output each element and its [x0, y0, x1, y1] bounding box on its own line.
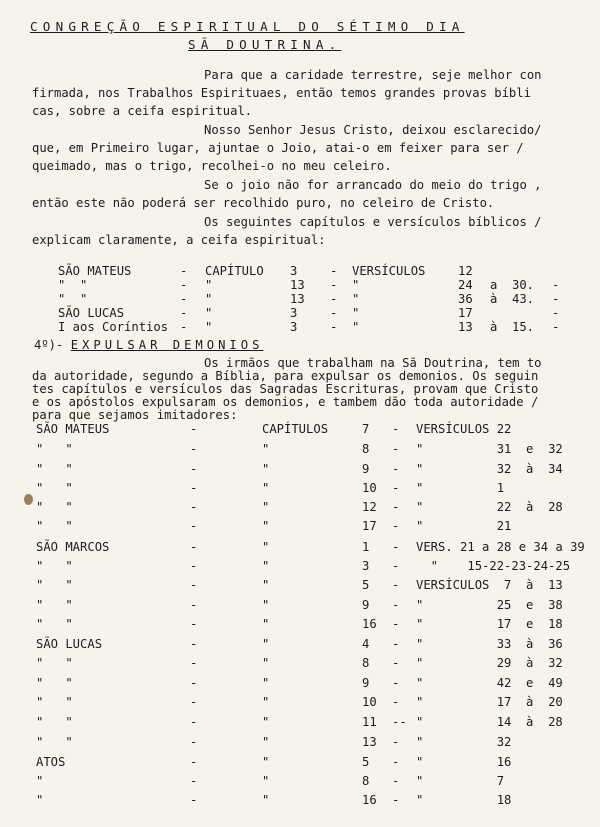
table-cell: " " — [36, 715, 73, 729]
table-cell: 16 — [362, 617, 377, 631]
table-cell: " " — [36, 442, 73, 456]
table-cell: " 31 e 32 — [416, 442, 563, 456]
table-cell: " — [262, 519, 270, 533]
table-cell: CAPÍTULOS — [262, 422, 329, 436]
paragraph-line: Os seguintes capítulos e versículos bíblicos / — [204, 215, 542, 229]
table-cell: 13 — [290, 292, 305, 306]
table-cell: " — [262, 774, 270, 788]
table-cell: " " — [36, 462, 73, 476]
table-cell: " 15-22-23-24-25 — [416, 559, 571, 573]
table-cell: " " — [36, 598, 73, 612]
table-cell: VERS. 21 a 28 e 34 a 39 — [416, 540, 585, 554]
table-cell: 8 — [362, 656, 370, 670]
table-cell: 15. — [512, 320, 535, 334]
table-cell: - — [392, 500, 400, 514]
paragraph-line: para que sejamos imitadores: — [32, 408, 238, 422]
table-cell: " — [262, 617, 270, 631]
table-cell: 17 — [458, 306, 473, 320]
table-cell: " — [262, 656, 270, 670]
table-cell: " 32 à 34 — [416, 462, 563, 476]
table-cell: " 29 à 32 — [416, 656, 563, 670]
table-cell: " 17 à 20 — [416, 695, 563, 709]
table-cell: 9 — [362, 598, 370, 612]
table-cell: VERSÍCULOS 7 à 13 — [416, 578, 563, 592]
table-cell: à — [490, 292, 498, 306]
table-cell: - — [392, 559, 400, 573]
table-cell: - — [392, 578, 400, 592]
paragraph-line: tes capítulos e versículos das Sagradas Escrituras, provam que Cristo — [32, 382, 539, 396]
table-cell: " — [262, 793, 270, 807]
table-cell: - — [190, 442, 198, 456]
table-cell: 7 — [362, 422, 370, 436]
table-cell: " " — [36, 735, 73, 749]
table-cell: " — [262, 676, 270, 690]
table-cell: - — [190, 695, 198, 709]
table-cell: - — [190, 500, 198, 514]
table-cell: " — [352, 320, 360, 334]
table-cell: - — [190, 656, 198, 670]
table-cell: " 32 — [416, 735, 512, 749]
table-cell: - — [180, 264, 188, 278]
table-cell: " " — [36, 559, 73, 573]
paragraph-line: Nosso Senhor Jesus Cristo, deixou esclarecido/ — [204, 123, 542, 137]
table-cell: " " — [36, 695, 73, 709]
table-cell: " 17 e 18 — [416, 617, 563, 631]
table-cell: SÃO MARCOS — [36, 540, 110, 554]
table-cell: - — [180, 278, 188, 292]
table-cell: - — [392, 695, 400, 709]
document-title: CONGREÇÃO ESPIRITUAL DO SÉTIMO DIA — [30, 19, 465, 34]
table-cell: 1 — [362, 540, 370, 554]
table-cell: 10 — [362, 481, 377, 495]
table-cell: " — [262, 481, 270, 495]
table-cell: - — [392, 481, 400, 495]
table-cell: - — [392, 656, 400, 670]
table-cell: à — [490, 320, 498, 334]
section-title: EXPULSAR DEMONIOS — [70, 338, 264, 352]
table-cell: VERSÍCULOS 22 — [416, 422, 512, 436]
paragraph-line: e os apóstolos expulsaram os demonios, e tambem dão toda autoridade / — [32, 395, 539, 409]
table-cell: 24 — [458, 278, 473, 292]
table-cell: I aos Coríntios — [58, 320, 169, 334]
table-cell: 13 — [290, 278, 305, 292]
table-cell: " 1 — [416, 481, 505, 495]
table-cell: 12 — [362, 500, 377, 514]
table-cell: - — [392, 422, 400, 436]
table-cell: " " — [36, 519, 73, 533]
table-cell: " " — [36, 578, 73, 592]
paragraph-line: queimado, mas o trigo, recolhei-o no meu celeiro. — [32, 159, 392, 173]
paragraph-line: da autoridade, segundo a Bíblia, para expulsar os demonios. Os seguin — [32, 369, 539, 383]
table-cell: " — [352, 306, 360, 320]
table-cell: " " — [36, 656, 73, 670]
table-cell: " — [36, 793, 44, 807]
table-cell: - — [190, 540, 198, 554]
table-cell: 30. — [512, 278, 535, 292]
paragraph-line: Para que a caridade terrestre, seje melhor con — [204, 68, 542, 82]
table-cell: 4 — [362, 637, 370, 651]
table-cell: " — [262, 755, 270, 769]
table-cell: SÃO LUCAS — [58, 306, 125, 320]
table-cell: " — [262, 695, 270, 709]
table-cell: " — [205, 292, 213, 306]
table-cell: - — [190, 617, 198, 631]
table-cell: 8 — [362, 442, 370, 456]
table-cell: - — [180, 292, 188, 306]
table-cell: " — [205, 306, 213, 320]
table-cell: 12 — [458, 264, 473, 278]
table-cell: - — [190, 578, 198, 592]
table-cell: " " — [58, 292, 88, 306]
table-cell: " 16 — [416, 755, 512, 769]
table-cell: 3 — [290, 306, 298, 320]
table-cell: 9 — [362, 462, 370, 476]
table-cell: -- — [392, 715, 407, 729]
table-cell: " " — [36, 500, 73, 514]
table-cell: " " — [36, 617, 73, 631]
table-cell: " " — [58, 278, 88, 292]
paragraph-line: Se o joio não for arrancado do meio do trigo , — [204, 178, 542, 192]
table-cell: 5 — [362, 755, 370, 769]
paragraph-line: que, em Primeiro lugar, ajuntae o Joio, atai-o em feixer para ser / — [32, 141, 524, 155]
table-cell: 43. — [512, 292, 535, 306]
table-cell: - — [552, 278, 560, 292]
table-cell: " " — [36, 481, 73, 495]
table-cell: - — [330, 278, 338, 292]
table-cell: - — [392, 755, 400, 769]
table-cell: SÃO MATEUS — [36, 422, 110, 436]
table-cell: " 14 à 28 — [416, 715, 563, 729]
table-cell: 3 — [290, 320, 298, 334]
table-cell: 5 — [362, 578, 370, 592]
table-cell: - — [190, 598, 198, 612]
table-cell: - — [330, 292, 338, 306]
table-cell: " 21 — [416, 519, 512, 533]
table-cell: - — [190, 793, 198, 807]
table-cell: - — [190, 755, 198, 769]
paragraph-line: firmada, nos Trabalhos Espirituaes, então temos grandes provas bíbli — [32, 86, 531, 100]
table-cell: - — [552, 306, 560, 320]
table-cell: " — [262, 559, 270, 573]
table-cell: a — [490, 278, 498, 292]
table-cell: ATOS — [36, 755, 66, 769]
table-cell: " — [262, 500, 270, 514]
table-cell: 13 — [458, 320, 473, 334]
paragraph-line: cas, sobre a ceifa espiritual. — [32, 104, 253, 118]
table-cell: - — [330, 320, 338, 334]
paragraph-line: Os irmãos que trabalham na Sã Doutrina, tem to — [204, 356, 542, 370]
table-cell: 10 — [362, 695, 377, 709]
table-cell: " — [262, 540, 270, 554]
table-cell: - — [190, 735, 198, 749]
table-cell: - — [552, 292, 560, 306]
table-cell: 8 — [362, 774, 370, 788]
table-cell: - — [190, 519, 198, 533]
table-cell: " — [352, 292, 360, 306]
section-heading — [34, 338, 263, 352]
table-cell: " 18 — [416, 793, 512, 807]
table-cell: " — [205, 278, 213, 292]
table-cell: " 7 — [416, 774, 505, 788]
table-cell: - — [392, 735, 400, 749]
table-cell: 36 — [458, 292, 473, 306]
table-cell: - — [392, 774, 400, 788]
table-cell: - — [392, 617, 400, 631]
table-cell: 9 — [362, 676, 370, 690]
table-cell: - — [190, 715, 198, 729]
table-cell: 11 — [362, 715, 377, 729]
table-cell: 3 — [362, 559, 370, 573]
table-cell: " — [262, 462, 270, 476]
table-cell: " — [205, 320, 213, 334]
table-cell: - — [392, 442, 400, 456]
table-cell: SÃO MATEUS — [58, 264, 132, 278]
paragraph-line: então este não poderá ser recolhido puro, no celeiro de Cristo. — [32, 196, 495, 210]
table-cell: " — [262, 735, 270, 749]
table-cell: - — [392, 676, 400, 690]
table-cell: - — [180, 320, 188, 334]
ink-stain — [24, 494, 33, 505]
table-cell: - — [392, 462, 400, 476]
table-cell: " — [352, 278, 360, 292]
table-cell: - — [180, 306, 188, 320]
table-cell: 16 — [362, 793, 377, 807]
table-cell: " — [262, 637, 270, 651]
document-subtitle: SÃ DOUTRINA. — [188, 37, 342, 52]
table-cell: " 22 à 28 — [416, 500, 563, 514]
table-cell: - — [392, 793, 400, 807]
table-cell: - — [392, 637, 400, 651]
table-cell: " — [262, 598, 270, 612]
table-cell: - — [552, 320, 560, 334]
table-cell: - — [330, 264, 338, 278]
table-cell: " — [262, 715, 270, 729]
paragraph-line: explicam claramente, a ceifa espiritual: — [32, 233, 326, 247]
table-cell: " — [262, 442, 270, 456]
table-cell: - — [190, 422, 198, 436]
table-cell: 17 — [362, 519, 377, 533]
table-cell: 13 — [362, 735, 377, 749]
table-cell: " — [262, 578, 270, 592]
table-cell: CAPÍTULO — [205, 264, 264, 278]
table-cell: " 25 e 38 — [416, 598, 563, 612]
table-cell: SÃO LUCAS — [36, 637, 103, 651]
table-cell: - — [330, 306, 338, 320]
table-cell: " 33 à 36 — [416, 637, 563, 651]
table-cell: " " — [36, 676, 73, 690]
section-number: 4º)- — [34, 338, 64, 352]
table-cell: - — [392, 598, 400, 612]
table-cell: - — [190, 774, 198, 788]
table-cell: - — [190, 462, 198, 476]
table-cell: " 42 e 49 — [416, 676, 563, 690]
table-cell: - — [190, 676, 198, 690]
table-cell: - — [392, 540, 400, 554]
table-cell: VERSÍCULOS — [352, 264, 426, 278]
table-cell: - — [190, 559, 198, 573]
table-cell: - — [190, 481, 198, 495]
table-cell: 3 — [290, 264, 298, 278]
table-cell: - — [190, 637, 198, 651]
table-cell: " — [36, 774, 44, 788]
table-cell: - — [392, 519, 400, 533]
